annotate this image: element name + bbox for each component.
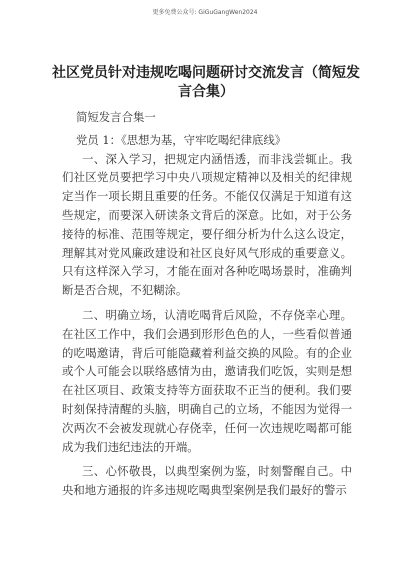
paragraph-1: 一、深入学习，把规定内涵悟透，而非浅尝辄止。我们社区党员要把学习中央八项规定精神以及相关的纪律规定当作一项长期且重要的任务。不能仅仅满足于知道有这些规定，而要深入研读条文背后的深意。比如，对于公务接待的标准、范围等规定，要仔细分析为什么这么设定，理解其对党风廉政建设和社区良好风气形成的重要意义。只有这样深入学习，才能在面对各种吃喝场景时，准确判断是否合规，不犯糊涂。 <box>62 151 352 298</box>
paragraph-3: 三、心怀敬畏，以典型案例为鉴，时刻警醒自己。中央和地方通报的许多违规吃喝典型案例是我们最好的警示 <box>62 464 352 498</box>
document-body <box>62 108 352 506</box>
speaker-heading: 党员 1：《思想为基，守牢吃喝纪律底线》 <box>76 132 287 147</box>
paragraph-2: 二、明确立场，认清吃喝背后风险，不存侥幸心理。在社区工作中，我们会遇到形形色色的人，一些看似普通的吃喝邀请，背后可能隐藏着利益交换的风险。有的企业或个人可能会以联络感情为由，邀请我们吃饭，实则是想在社区项目、政策支持等方面获取不正当的便利。我们要时刻保持清醒的头脑，明确自己的立场，不能因为觉得一次两次不会被发现就心存侥幸，任何一次违规吃喝都可能成为我们违纪违法的开端。 <box>62 307 352 454</box>
header-note: 更多免费公众号: GiGuGangWen2024 <box>152 9 258 16</box>
section-subtitle: 简短发言合集一 <box>76 110 156 124</box>
document-title: 社区党员针对违规吃喝问题研讨交流发言（简短发言合集） <box>52 65 360 100</box>
